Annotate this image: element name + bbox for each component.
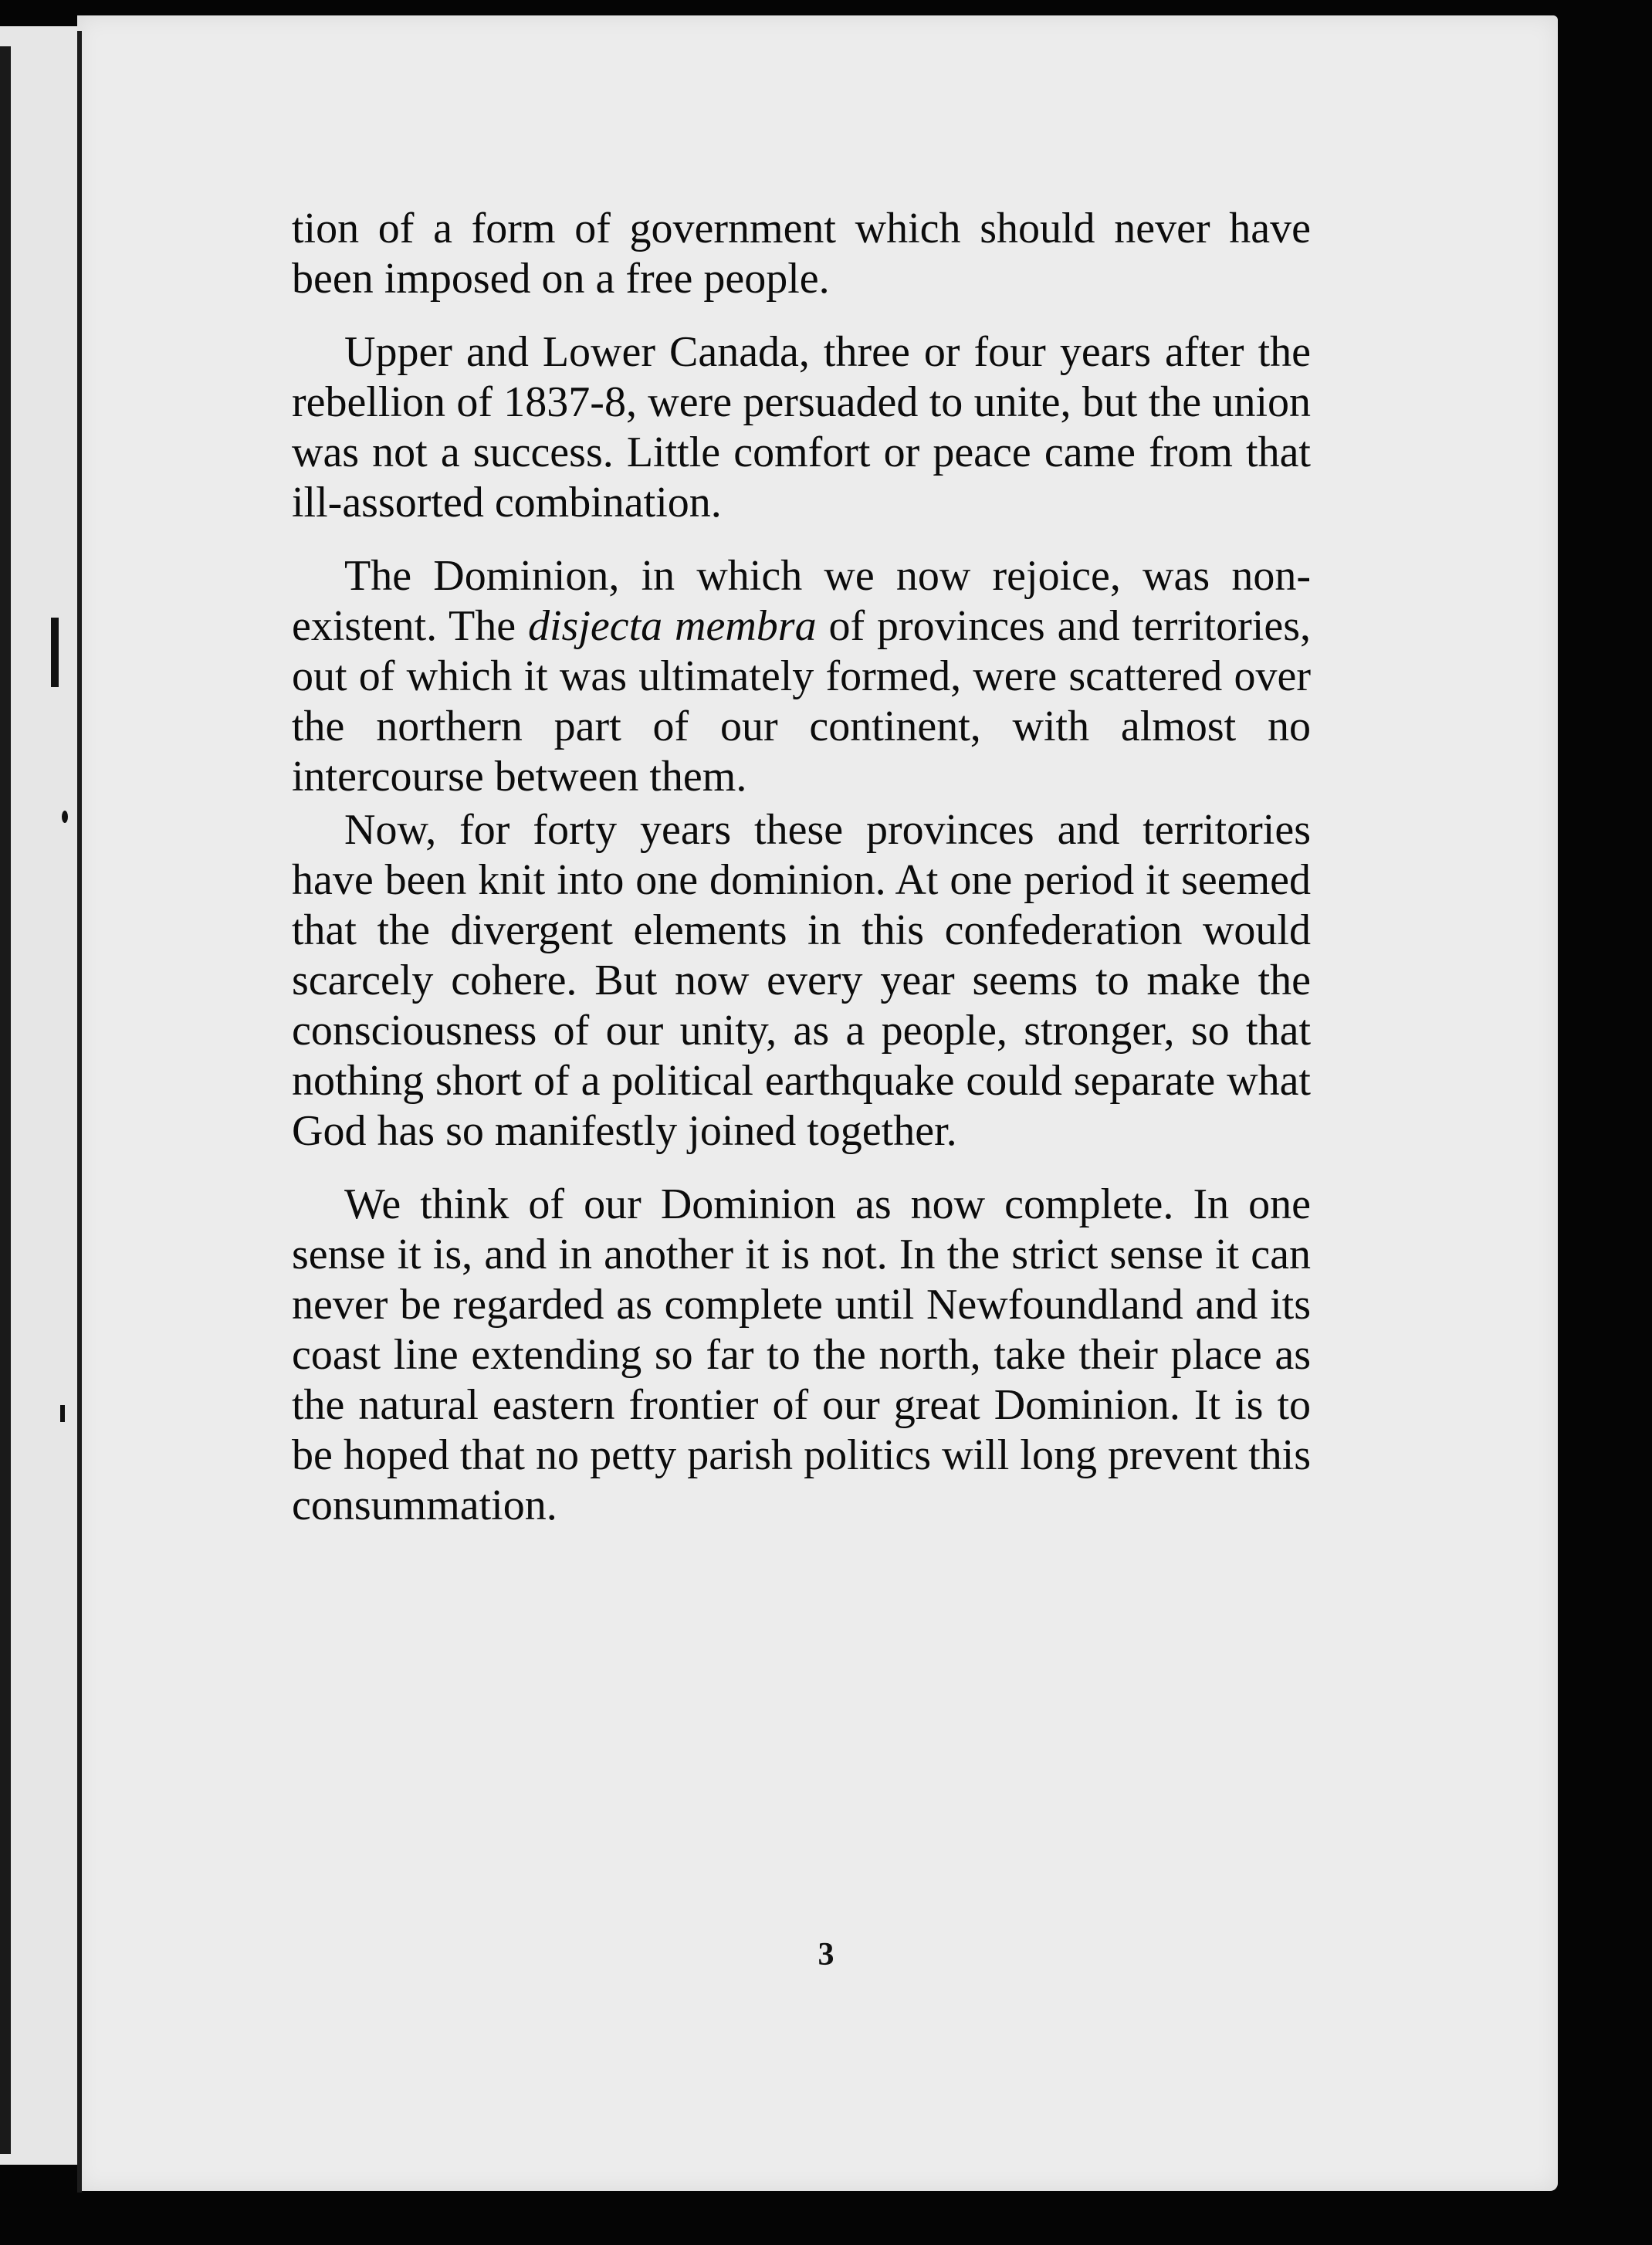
margin-mark bbox=[60, 1405, 65, 1422]
page-number: 3 bbox=[818, 1937, 834, 1972]
paragraph-text: We think of our Dominion as now complete. In one sense it is, and in another it is not. In the strict sense it can never be regarded as complete until Newfoundland and its coast line extending so far to the north, take their place as the natural eastern frontier of our great Dominion. It is to be hoped that no petty parish politics will long prevent this consummation. bbox=[292, 1180, 1311, 1529]
latin-phrase: disjecta membra bbox=[528, 602, 817, 650]
paragraph-text: Now, for forty years these provinces and territories have been knit into one dominion. At one period it seemed that the divergent elements in this confederation would scarcely cohere. But now every year seems to make the consciousness of our unity, as a people, stronger, so that nothing short of a political earthquake could separate what God has so manifestly joined together. bbox=[292, 806, 1311, 1155]
paragraph-2 bbox=[292, 327, 1311, 528]
paragraph-3 bbox=[292, 551, 1311, 802]
paragraph-text: The Dominion, in which we now rejoice, was non-existent. The bbox=[292, 552, 1311, 650]
left-page-edge bbox=[0, 26, 77, 2165]
page-gutter bbox=[77, 31, 82, 2193]
body-text bbox=[292, 204, 1311, 1531]
margin-mark bbox=[51, 618, 59, 687]
paragraph-1 bbox=[292, 204, 1311, 304]
paragraph-text: tion of a form of government which should never have been imposed on a free people. bbox=[292, 205, 1311, 303]
paragraph-5 bbox=[292, 1180, 1311, 1531]
paragraph-4 bbox=[292, 805, 1311, 1156]
margin-mark bbox=[62, 811, 68, 823]
left-page-shadow bbox=[0, 46, 11, 2154]
paragraph-text: of provinces and territories, out of which it was ultimately formed, were scattered over the northern part of our continent, with almost no intercourse between them. bbox=[292, 602, 1312, 801]
paragraph-text: Upper and Lower Canada, three or four years after the rebellion of 1837-8, were persuaded to unite, but the union was not a success. Little comfort or peace came from that ill-assorted combination. bbox=[292, 328, 1311, 527]
